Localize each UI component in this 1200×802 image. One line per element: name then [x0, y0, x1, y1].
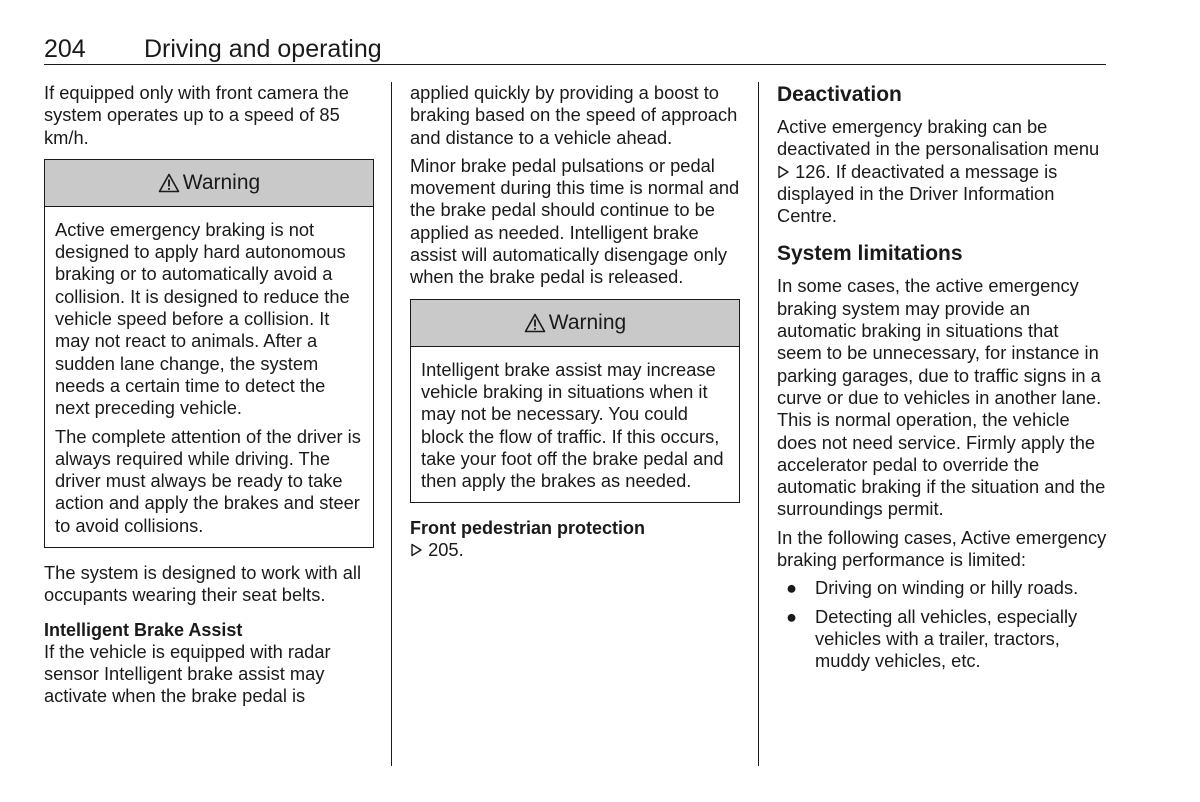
list-item-text: Detecting all vehicles, especially vehicles with a trailer, tractors, muddy vehicles, etc. — [815, 605, 1078, 672]
deactivation-text: If deactivated a message is displayed in the Driver Information Centre. — [777, 160, 1058, 227]
column-3 — [777, 82, 1107, 679]
seatbelt-paragraph: The system is designed to work with all occupants wearing their seat belts. — [44, 562, 362, 606]
fpp-reference[interactable] — [410, 539, 740, 561]
warning-paragraph: Active emergency braking is not designed to apply hard autonomous braking or to automatically avoid a collision. It is designed to reduce the vehicle speed before a collision. It may not react to animals. After a sudden lane change, the system needs a certain time to detect the next preceding vehicle. — [55, 218, 350, 419]
warning-box — [44, 159, 374, 548]
limitations-paragraph: In some cases, the active emergency braking system may provide an automatic braking in situations that seem to be unnecessary, for instance in parking garages, due to traffic signs in a curve or due to vehicles in another lane. This is normal operation, the vehicle does not need service. Firmly apply the accelerator pedal to override the automatic braking if the situation and the surroundings permit. — [777, 275, 1106, 520]
warning-header — [45, 160, 373, 207]
limitations-paragraph: In the following cases, Active emergency braking performance is limited: — [777, 526, 1107, 571]
warning-header — [411, 300, 739, 347]
iba-heading: Intelligent Brake Assist — [44, 619, 243, 640]
limitations-list — [777, 577, 1107, 672]
pedal-pulsation-paragraph: Minor brake pedal pulsations or pedal movement during this time is normal and the brake pedal should continue to be applied as needed. Intelligent brake assist will automatically disengage only when the brake pedal is released. — [410, 154, 740, 288]
fpp-page-number: 205. — [428, 539, 464, 561]
page-number: 204 — [44, 35, 86, 63]
section-title: Driving and operating — [144, 35, 382, 63]
fpp-heading: Front pedestrian protection — [410, 518, 646, 539]
limitations-heading: System limitations — [777, 242, 963, 266]
warning-paragraph: The complete attention of the driver is always required while driving. The driver must always be ready to take action and apply the brakes and steer to avoid collisions. — [55, 425, 361, 536]
page-reference-arrow-icon — [410, 543, 423, 557]
warning-body — [411, 347, 739, 503]
column-1 — [44, 82, 374, 714]
deactivation-page-ref[interactable]: 126. — [795, 160, 831, 182]
bullet-icon: ● — [786, 577, 798, 599]
intro-paragraph: If equipped only with front camera the system operates up to a speed of 85 km/h. — [44, 82, 349, 148]
list-item-text: Driving on winding or hilly roads. — [815, 577, 1079, 599]
warning-title: Warning — [182, 170, 261, 194]
deactivation-paragraph — [777, 116, 1107, 227]
page-reference-arrow-icon — [777, 165, 790, 179]
column-divider — [391, 82, 392, 766]
list-item — [777, 606, 1107, 673]
iba-paragraph: If the vehicle is equipped with radar sensor Intelligent brake assist may activate when the brake pedal is — [44, 640, 331, 707]
warning-body — [45, 207, 373, 547]
column-divider — [758, 82, 759, 766]
bullet-icon: ● — [786, 605, 798, 627]
warning-triangle-icon — [158, 173, 180, 193]
column-2 — [410, 82, 740, 568]
deactivation-text: Active emergency braking can be deactivated in the personalisation menu — [777, 116, 1100, 160]
warning-title: Warning — [548, 310, 627, 334]
list-item — [777, 577, 1107, 599]
deactivation-heading: Deactivation — [777, 83, 902, 106]
warning-box — [410, 299, 740, 504]
warning-paragraph: Intelligent brake assist may increase vehicle braking in situations when it may not be necessary. You could block the flow of traffic. If this occurs, take your foot off the brake pedal and then apply the brakes as needed. — [421, 358, 724, 492]
warning-triangle-icon — [524, 313, 546, 333]
page-header — [44, 34, 1106, 65]
iba-continued-paragraph: applied quickly by providing a boost to braking based on the speed of approach and distance to a vehicle ahead. — [410, 82, 738, 148]
